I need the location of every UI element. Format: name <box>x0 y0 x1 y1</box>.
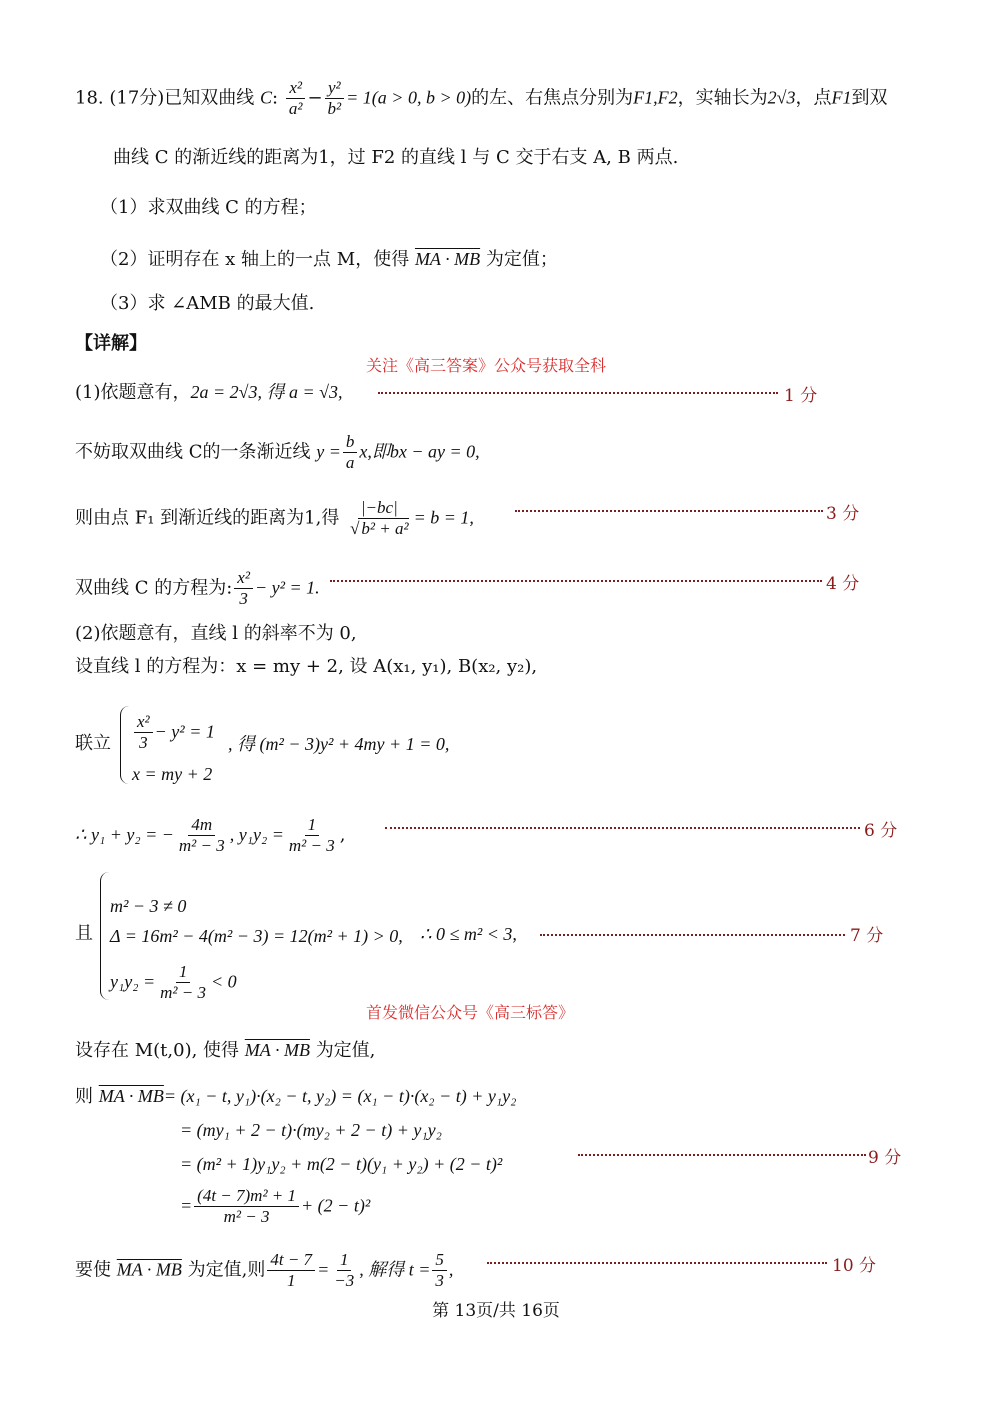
score-6: 6 分 <box>864 821 898 841</box>
problem-number: 18. (17分)已知双曲线 <box>75 87 255 109</box>
dotted-leader <box>578 1154 866 1156</box>
system-eq-2: x = my + 2 <box>132 764 213 784</box>
condition-brace <box>100 872 109 1000</box>
score-10: 10 分 <box>832 1256 877 1276</box>
condition-1: m² − 3 ≠ 0 <box>110 896 187 916</box>
axis-text: ，实轴长为 <box>677 87 768 109</box>
problem-after-eq: 的左、右焦点分别为 <box>471 87 634 109</box>
watermark-top: 关注《高三答案》公众号获取全科 <box>366 356 607 375</box>
solution-line-12: 要使 MA · MB 为定值,则 $\frac{4t - 7}{1}$ = $\frac{1}{-3}$ , 解得 t = $\frac{5}{3}$ , <box>75 1250 454 1290</box>
solution-line-11c: = (m² + 1)y₁y₂ + m(2 − t)(y₁ + y₂) + (2 − t)² <box>180 1154 503 1174</box>
condition-2: Δ = 16m² − 4(m² − 3) = 12(m² + 1) > 0, <box>110 926 403 946</box>
solution-line-3: 则由点 F₁ 到渐近线的距离为1,得 $\frac{|-bc|}{\text{√ b² + a²}}$ = b = 1, <box>75 498 474 538</box>
axis-value: 2√3 <box>767 87 796 108</box>
page-footer: 第 13页/共 16页 <box>432 1301 560 1321</box>
dotted-leader <box>330 580 822 582</box>
question-2-post: 为定值； <box>485 249 558 270</box>
problem-line-1: 18. (17分)已知双曲线 C: $\frac{\text{x²}}{\text{a²}}$ − $\frac{\text{y²}}{\text{b²}}$ = 1(a > 0, b > 0)的左、右焦点分别为F1,F2，实轴长为2√3，点F1到双 <box>75 78 888 118</box>
vector-ma-mb: MA · MB <box>414 249 481 269</box>
score-9: 9 分 <box>868 1148 902 1168</box>
problem-line-2: 曲线 C 的渐近线的距离为1，过 F2 的直线 l 与 C 交于右支 A, B 两点. <box>113 147 679 168</box>
section-label: 【详解】 <box>75 333 147 354</box>
score-3: 3 分 <box>826 504 860 524</box>
solution-line-6: 设直线 l 的方程为：x = my + 2, 设 A(x₁, y₁), B(x₂, y₂), <box>75 656 538 677</box>
solution-line-11b: = (my₁ + 2 − t)·(my₂ + 2 − t) + y₁y₂ <box>180 1120 442 1140</box>
eq-main: = 1(a > 0, b > 0) <box>346 87 472 108</box>
question-2-pre: （2）证明存在 x 轴上的一点 M，使得 <box>100 249 410 270</box>
question-1: （1）求双曲线 C 的方程； <box>100 197 317 218</box>
point-f1: F1 <box>831 87 852 108</box>
system-eq-1: $\frac{\text{x²}}{3}$ − y² = 1 <box>132 712 215 753</box>
solution-line-5: (2)依题意有，直线 l 的斜率不为 0, <box>75 623 357 644</box>
score-7: 7 分 <box>850 926 884 946</box>
watermark-middle: 首发微信公众号《高三标答》 <box>366 1003 575 1022</box>
solution-line-4: 双曲线 C 的方程为: $\frac{\text{x²}}{3}$ − y² = 1. <box>75 568 320 608</box>
score-4: 4 分 <box>826 574 860 594</box>
solution-line-10: 设存在 M(t,0), 使得 MA · MB 为定值, <box>75 1040 376 1061</box>
solution-line-9-label: 且 <box>75 923 93 944</box>
solution-line-2: 不妨取双曲线 C的一条渐近线 y = $\frac{b}{a}$ x,即bx − ay = 0, <box>75 432 480 472</box>
dotted-leader <box>540 934 845 936</box>
problem-tail: 到双 <box>851 87 888 109</box>
solution-line-9: ∴ 0 ≤ m² < 3, <box>420 924 517 944</box>
frac-y2-b2: $\frac{\text{y²}}{\text{b²}}$ <box>325 78 345 119</box>
solution-line-11a: 则 MA · MB= (x₁ − t, y₁)·(x₂ − t, y₂) = (x₁ − t)·(x₂ − t) + y₁y₂ <box>75 1086 517 1107</box>
solution-line-7: , 得 (m² − 3)y² + 4my + 1 = 0, <box>228 734 450 754</box>
question-3: （3）求 ∠AMB 的最大值. <box>100 293 315 314</box>
solution-line-1: (1)依题意有，2a = 2√3, 得 a = √3, <box>75 382 343 403</box>
problem-foci: F1,F2 <box>633 87 678 108</box>
condition-3: y₁y₂ = $\frac{1}{\text{m² − 3}}$ < 0 <box>110 962 237 1002</box>
dotted-leader <box>378 392 778 394</box>
curve-name: C <box>260 87 273 108</box>
system-brace <box>120 706 129 784</box>
solution-line-8: ∴ y₁ + y₂ = − $\frac{4m}{\text{m² − 3}}$ , y₁y₂ = $\frac{1}{\text{m² − 3}}$ , <box>75 815 346 855</box>
dotted-leader <box>487 1262 827 1264</box>
score-1: 1 分 <box>784 386 818 406</box>
point-text: ，点 <box>795 87 832 109</box>
minus-sign: − <box>307 87 323 109</box>
question-2 <box>100 247 558 272</box>
dotted-leader <box>385 827 860 829</box>
frac-x2-a2: $\frac{\text{x²}}{\text{a²}}$ <box>286 78 306 119</box>
solution-line-7-label: 联立 <box>75 733 111 754</box>
solution-line-11d: = $\frac{\text{(4t − 7)m² + 1}}{\text{m² − 3}}$ + (2 − t)² <box>180 1186 371 1226</box>
dotted-leader <box>515 510 823 512</box>
